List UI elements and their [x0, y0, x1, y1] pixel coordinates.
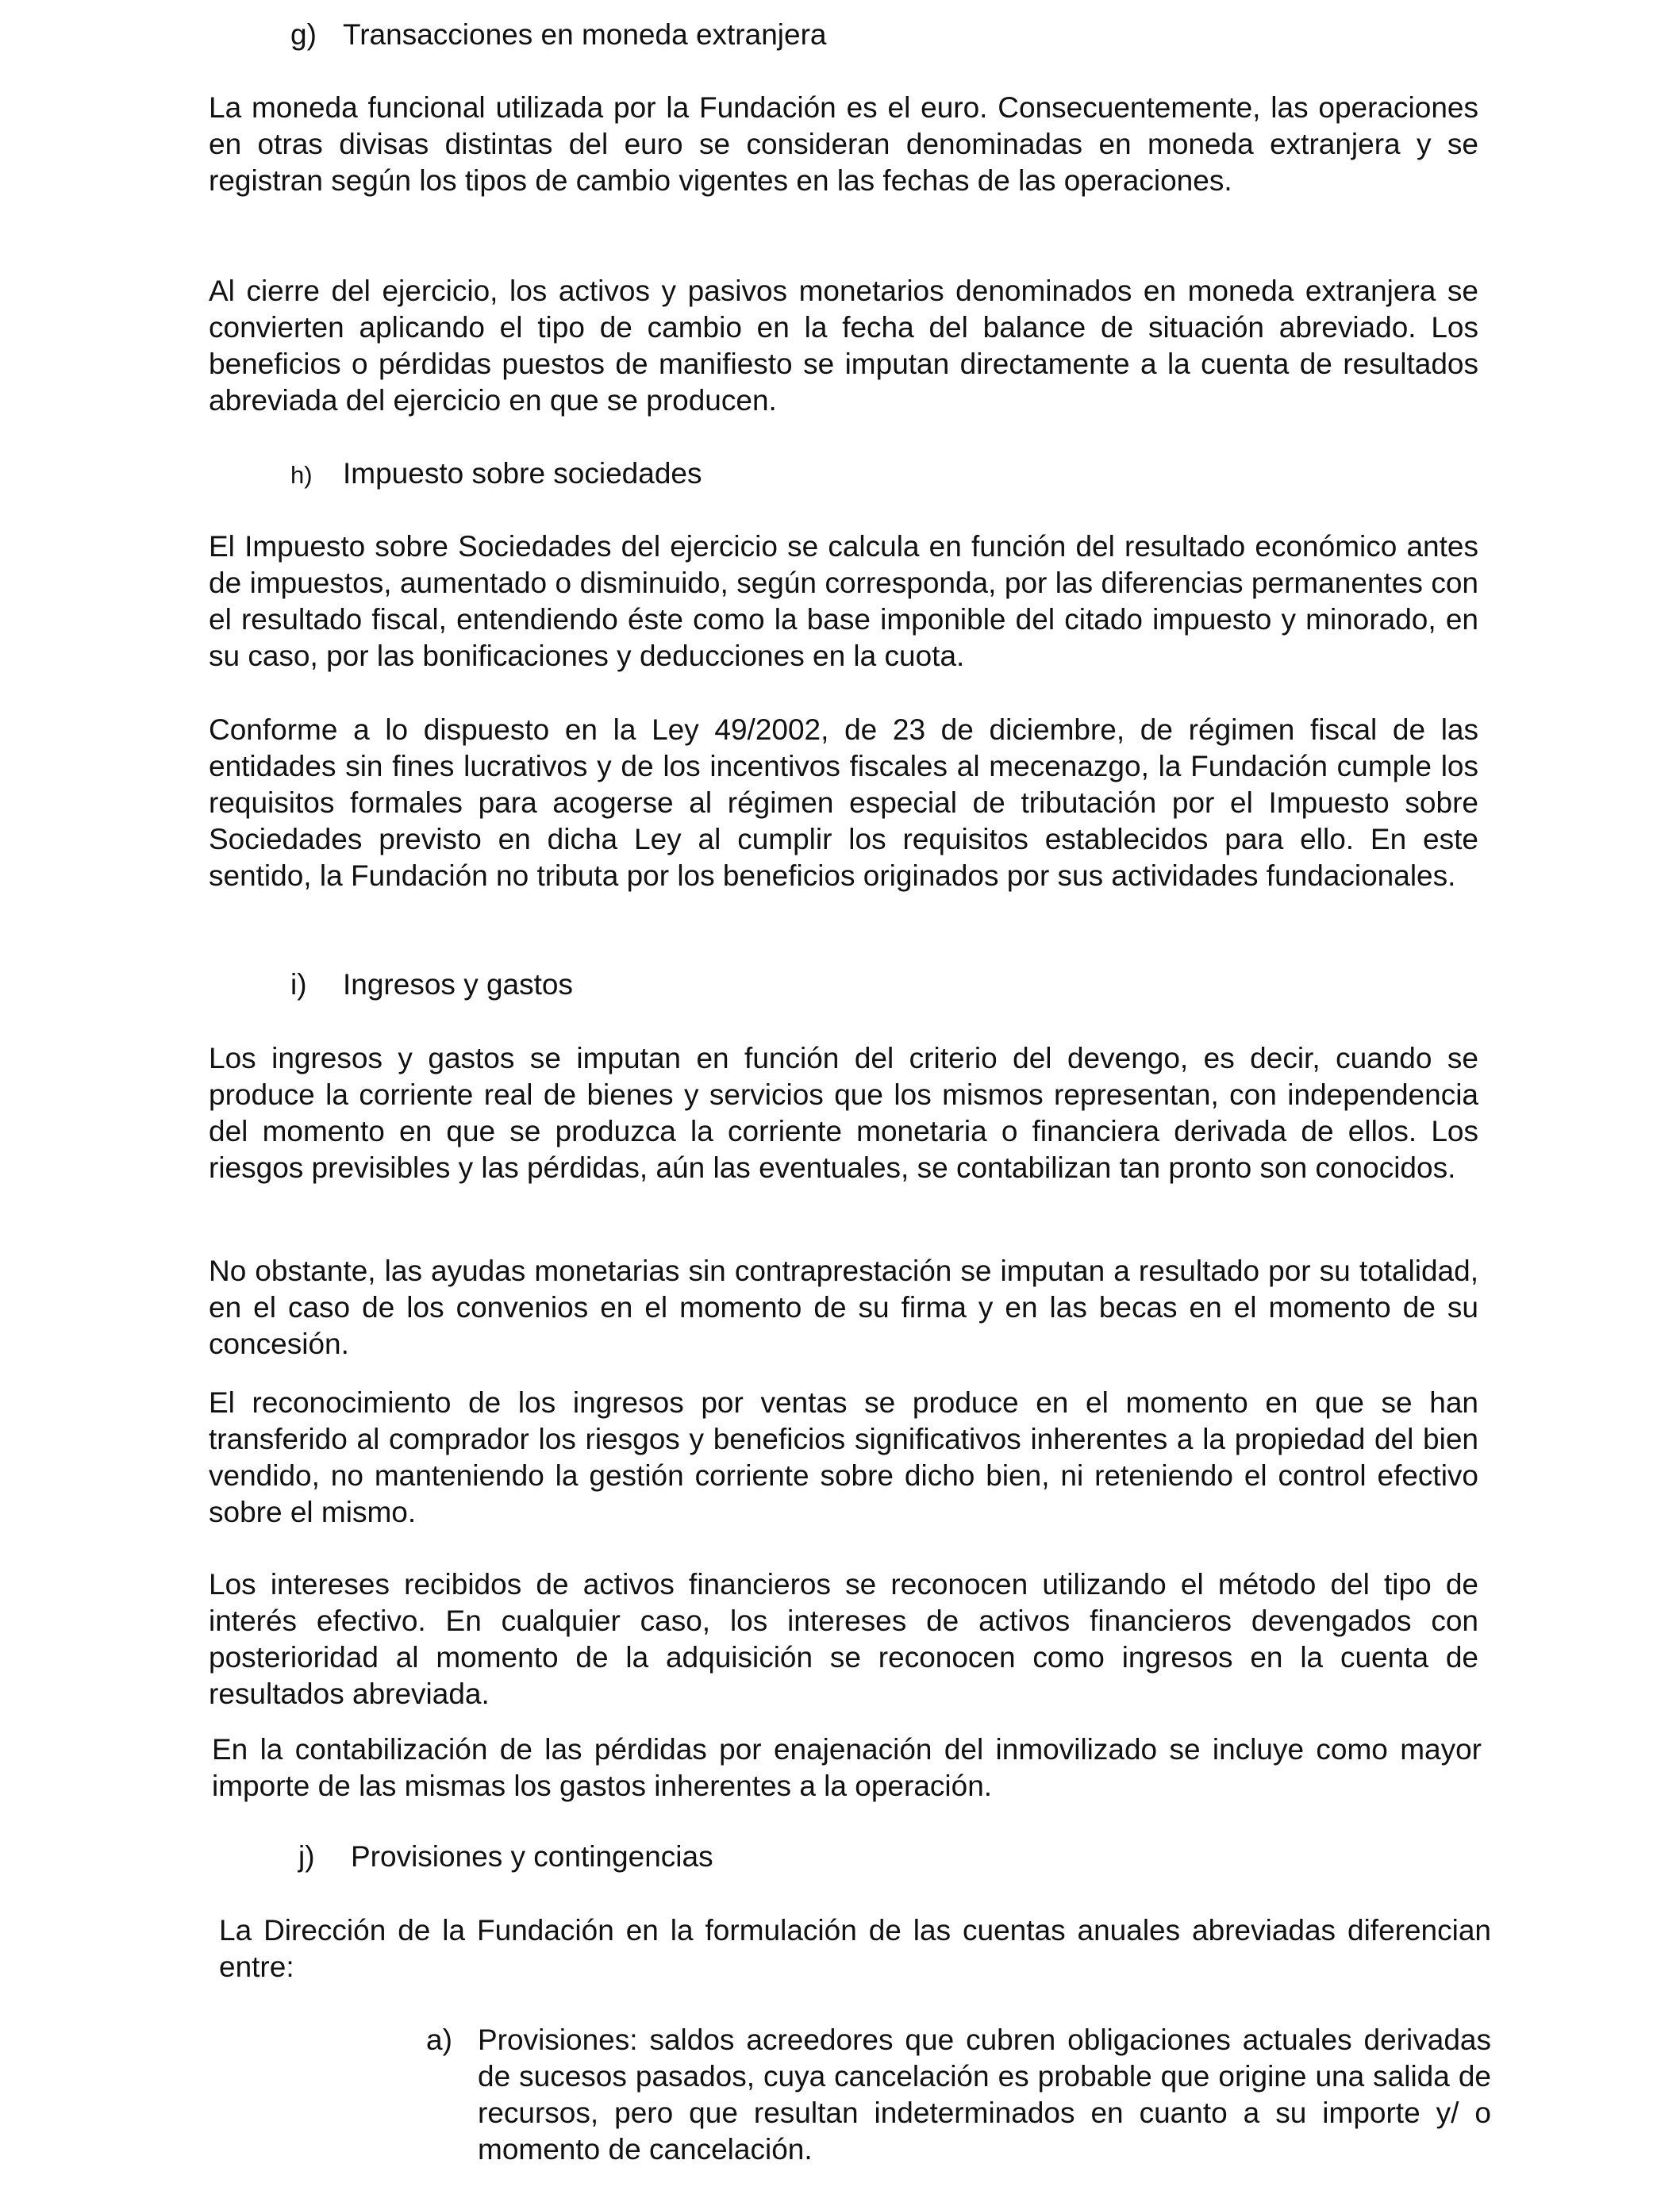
section-heading-i: [290, 967, 573, 1003]
paragraph: La Dirección de la Fundación en la formulación de las cuentas anuales abreviadas diferencian entre:: [219, 1914, 1491, 1983]
list-marker: a): [426, 2024, 452, 2056]
section-heading-j: [298, 1839, 713, 1875]
section-title: Transacciones en moneda extranjera: [343, 18, 827, 51]
paragraph: No obstante, las ayudas monetarias sin contraprestación se imputan a resultado por su totalidad, en el caso de los convenios en el momento de su firma y en las becas en el momento de su concesión.: [209, 1255, 1478, 1360]
list-item-text: Provisiones: saldos acreedores que cubren obligaciones actuales derivadas de sucesos pasados, cuya cancelación es probable que origine una salida de recursos, pero que resultan indeterminados en cuanto a su importe y/ o momento de cancelación.: [478, 2024, 1491, 2166]
section-letter: i): [290, 968, 307, 1001]
section-letter: h): [290, 461, 313, 489]
paragraph: El reconocimiento de los ingresos por ventas se produce en el momento en que se han transferido al comprador los riesgos y beneficios significativos inherentes a la propiedad del bien vendido, no manteniendo la gestión corriente sobre dicho bien, ni reteniendo el control efectivo sobre el mismo.: [209, 1386, 1478, 1528]
section-letter: j): [298, 1840, 315, 1873]
section-heading-h: [290, 455, 702, 494]
paragraph: Al cierre del ejercicio, los activos y pasivos monetarios denominados en moneda extranjera se convierten aplicando el tipo de cambio en la fecha del balance de situación abreviado. Los beneficios o pérdidas puestos de manifiesto se imputan directamente a la cuenta de resultados abreviada del ejercicio en que se producen.: [209, 275, 1478, 417]
section-heading-g: [290, 17, 826, 53]
section-title: Provisiones y contingencias: [351, 1840, 713, 1873]
paragraph: Conforme a lo dispuesto en la Ley 49/2002, de 23 de diciembre, de régimen fiscal de las entidades sin fines lucrativos y de los incentivos fiscales al mecenazgo, la Fundación cumple los requisitos formales para acogerse al régimen especial de tributación por el Impuesto sobre Sociedades previsto en dicha Ley al cumplir los requisitos establecidos para ello. En este sentido, la Fundación no tributa por los beneficios originados por sus actividades fundacionales.: [209, 713, 1478, 892]
section-title: Impuesto sobre sociedades: [343, 457, 702, 490]
paragraph: La moneda funcional utilizada por la Fundación es el euro. Consecuentemente, las operaciones en otras divisas distintas del euro se consideran denominadas en moneda extranjera y se registran según los tipos de cambio vigentes en las fechas de las operaciones.: [209, 91, 1478, 197]
paragraph: En la contabilización de las pérdidas por enajenación del inmovilizado se incluye como mayor importe de las mismas los gastos inherentes a la operación.: [212, 1733, 1482, 1802]
section-letter: g): [290, 18, 317, 51]
paragraph: Los intereses recibidos de activos financieros se reconocen utilizando el método del tipo de interés efectivo. En cualquier caso, los intereses de activos financieros devengados con posterioridad al momento de la adquisición se reconocen como ingresos en la cuenta de resultados abreviada.: [209, 1568, 1478, 1710]
paragraph: Los ingresos y gastos se imputan en función del criterio del devengo, es decir, cuando se produce la corriente real de bienes y servicios que los mismos representan, con independencia del momento en que se produzca la corriente monetaria o financiera derivada de ellos. Los riesgos previsibles y las pérdidas, aún las eventuales, se contabilizan tan pronto son conocidos.: [209, 1042, 1478, 1184]
paragraph: El Impuesto sobre Sociedades del ejercicio se calcula en función del resultado económico antes de impuestos, aumentado o disminuido, según corresponda, por las diferencias permanentes con el resultado fiscal, entendiendo éste como la base imponible del citado impuesto y minorado, en su caso, por las bonificaciones y deducciones en la cuota.: [209, 530, 1478, 672]
section-title: Ingresos y gastos: [343, 968, 573, 1001]
